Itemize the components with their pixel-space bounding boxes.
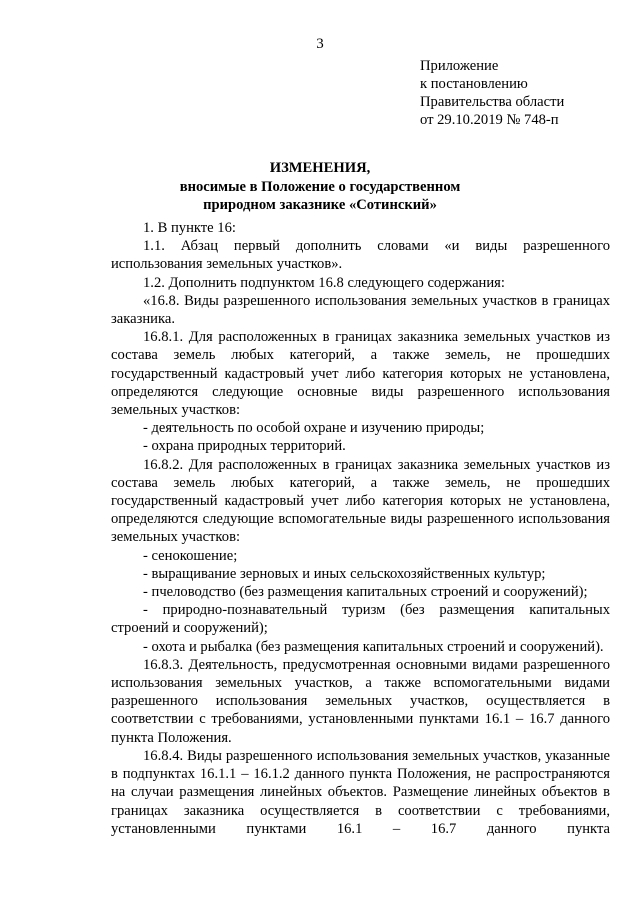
paragraph: 16.8.2. Для расположенных в границах заказника земельных участков из состава земель любых категорий, а также земель, не прошедших государственный кадастровый учет либо категория которых не установлена, определяются следующие вспомогательные виды разрешенного использования земельных участков: xyxy=(111,456,610,546)
appendix-block xyxy=(420,57,564,129)
list-item: - охота и рыбалка (без размещения капитальных строений и сооружений). xyxy=(143,638,604,655)
paragraph: «16.8. Виды разрешенного использования земельных участков в границах заказника. xyxy=(111,292,610,328)
document-body xyxy=(111,219,610,838)
list-item: - деятельность по особой охране и изучению природы; xyxy=(143,420,485,437)
list-item: - сенокошение; xyxy=(143,547,238,564)
paragraph: 1.1. Абзац первый дополнить словами «и виды разрешенного использования земельных участков». xyxy=(111,238,610,273)
paragraph: 16.8.1. Для расположенных в границах заказника земельных участков из состава земель любых категорий, а также земель, не прошедших государственный кадастровый учет либо категория которых не установлена, определяются следующие основные виды разрешенного использования земельных участков: xyxy=(111,329,610,419)
appendix-line: Правительства области xyxy=(420,94,565,110)
page-number: 3 xyxy=(316,36,324,52)
heading-subtitle: вносимые в Положение о государственном xyxy=(179,178,461,195)
appendix-line: от 29.10.2019 № 748-п xyxy=(420,112,559,128)
heading-title: ИЗМЕНЕНИЯ, xyxy=(269,160,371,176)
list-item: - выращивание зерновых и иных сельскохозяйственных культур; xyxy=(143,565,546,582)
document-heading xyxy=(0,159,640,215)
paragraph: 1.2. Дополнить подпунктом 16.8 следующего содержания: xyxy=(143,274,505,291)
list-item: - пчеловодство (без размещения капитальных строений и сооружений); xyxy=(143,584,588,601)
paragraph: 1. В пункте 16: xyxy=(143,220,236,236)
list-item: - охрана природных территорий. xyxy=(143,438,346,455)
appendix-line: к постановлению xyxy=(420,76,528,92)
paragraph: 16.8.3. Деятельность, предусмотренная основными видами разрешенного использования земельных участков, а также вспомогательными видами разрешенного использования земельных участков, осуществляется в соответствии с требованиями, установленными пунктами 16.1 – 16.7 данного пункта Положения. xyxy=(111,656,610,746)
paragraph: 16.8.4. Виды разрешенного использования земельных участков, указанные в подпунктах 16.1.1 – 16.1.2 данного пункта Положения, не распространяются на случаи размещения линейных объектов. Размещение линейных объектов в границах заказника осуществляется в соответствии с требованиями, установленными пунктами 16.1 – 16.7 данного пункта xyxy=(111,747,610,837)
list-item: - природно-познавательный туризм (без размещения капитальных строений и сооружений); xyxy=(111,602,610,637)
heading-subtitle: природном заказнике «Сотинский» xyxy=(203,197,437,213)
appendix-line: Приложение xyxy=(420,58,499,74)
